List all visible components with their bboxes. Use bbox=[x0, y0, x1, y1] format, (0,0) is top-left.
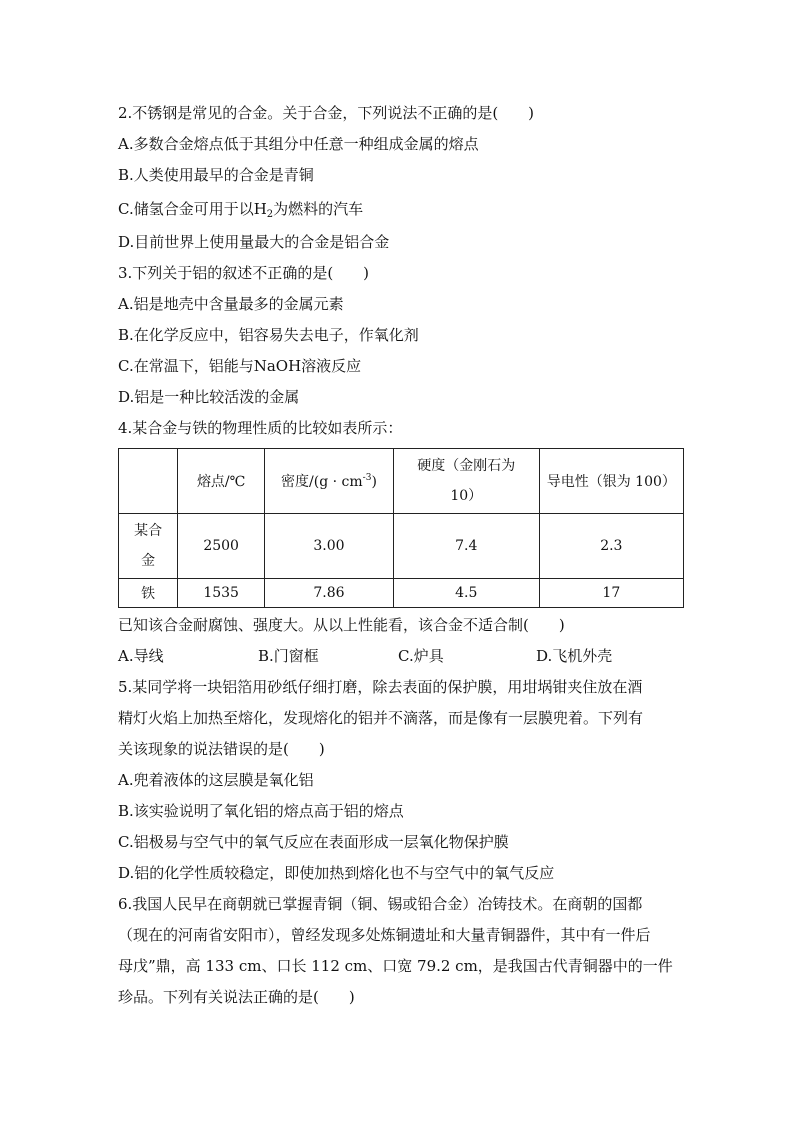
table-cell: 2500 bbox=[178, 514, 265, 579]
q2-option-a: A.多数合金熔点低于其组分中任意一种组成金属的熔点 bbox=[118, 135, 479, 153]
table-header-density bbox=[265, 449, 394, 514]
table-cell: 7.4 bbox=[393, 514, 539, 579]
table-header-row bbox=[119, 449, 684, 514]
q3-option-b: B.在化学反应中，铝容易失去电子，作氧化剂 bbox=[118, 326, 419, 344]
table-cell: 4.5 bbox=[393, 579, 539, 608]
table-row bbox=[119, 579, 684, 608]
q5-stem-line1: 5.某同学将一块铝箔用砂纸仔细打磨，除去表面的保护膜，用坩埚钳夹住放在酒 bbox=[118, 678, 643, 696]
q4-note: 已知该合金耐腐蚀、强度大。从以上性能看，该合金不适合制( ) bbox=[118, 616, 565, 634]
q2-option-d: D.目前世界上使用量最大的合金是铝合金 bbox=[118, 233, 390, 251]
q4-stem: 4.某合金与铁的物理性质的比较如表所示： bbox=[118, 419, 403, 437]
hardness-line1: 硬度（金刚石为 bbox=[417, 458, 516, 474]
hardness-line2: 10） bbox=[450, 488, 483, 504]
density-close: ) bbox=[371, 474, 377, 490]
comparison-table bbox=[118, 448, 684, 608]
density-exponent: -3 bbox=[362, 473, 372, 483]
table-cell: 17 bbox=[539, 579, 683, 608]
q2-option-c-sub: 2 bbox=[266, 209, 274, 220]
q6-line3: 母戊”鼎，高 133 cm、口长 112 cm、口宽 79.2 cm，是我国古代青铜器中的一件 bbox=[118, 957, 673, 975]
q3-stem: 3.下列关于铝的叙述不正确的是( ) bbox=[118, 264, 370, 282]
q5-option-b: B.该实验说明了氧化铝的熔点高于铝的熔点 bbox=[118, 802, 404, 820]
q3-option-a: A.铝是地壳中含量最多的金属元素 bbox=[118, 295, 344, 313]
alloy-name-line2: 金 bbox=[141, 553, 156, 569]
q4-options bbox=[118, 641, 684, 672]
table-header-melting: 熔点/℃ bbox=[178, 449, 265, 514]
q5-stem-line3: 关该现象的说法错误的是( ) bbox=[118, 740, 325, 758]
q4-option-d: D.飞机外壳 bbox=[536, 647, 613, 665]
table-cell-name: 铁 bbox=[119, 579, 178, 608]
q5-option-c: C.铝极易与空气中的氧气反应在表面形成一层氧化物保护膜 bbox=[118, 833, 509, 851]
table-header-hardness bbox=[393, 449, 539, 514]
q5-stem-line2: 精灯火焰上加热至熔化，发现熔化的铝并不滴落，而是像有一层膜兜着。下列有 bbox=[118, 709, 644, 727]
table-cell: 3.00 bbox=[265, 514, 394, 579]
q5-option-d: D.铝的化学性质较稳定，即使加热到熔化也不与空气中的氧气反应 bbox=[118, 864, 555, 882]
table-header-empty bbox=[119, 449, 178, 514]
table-header-conductivity: 导电性（银为 100） bbox=[539, 449, 683, 514]
q3-option-d: D.铝是一种比较活泼的金属 bbox=[118, 388, 300, 406]
q2-option-b: B.人类使用最早的合金是青铜 bbox=[118, 166, 314, 184]
density-label: 密度/(g · cm bbox=[281, 474, 363, 490]
q6-line2: （现在的河南省安阳市），曾经发现多处炼铜遗址和大量青铜器件，其中有一件后 bbox=[118, 926, 651, 944]
alloy-name-line1: 某合 bbox=[134, 523, 163, 539]
q2-option-c-post: 为燃料的汽车 bbox=[273, 200, 364, 218]
table-row bbox=[119, 514, 684, 579]
q5-option-a: A.兜着液体的这层膜是氧化铝 bbox=[118, 771, 314, 789]
q4-option-a: A.导线 bbox=[118, 647, 164, 665]
document-page bbox=[118, 98, 684, 1013]
q4-option-c: C.炉具 bbox=[398, 647, 444, 665]
table-cell: 1535 bbox=[178, 579, 265, 608]
table-cell: 7.86 bbox=[265, 579, 394, 608]
table-cell-name bbox=[119, 514, 178, 579]
q2-option-c bbox=[118, 191, 684, 227]
q3-option-c: C.在常温下，铝能与NaOH溶液反应 bbox=[118, 357, 362, 375]
q2-stem: 2.不锈钢是常见的合金。关于合金，下列说法不正确的是( ) bbox=[118, 104, 535, 122]
q6-line1: 6.我国人民早在商朝就已掌握青铜（铜、锡或铅合金）冶铸技术。在商朝的国都 bbox=[118, 895, 643, 913]
q6-line4: 珍品。下列有关说法正确的是( ) bbox=[118, 988, 355, 1006]
q2-option-c-pre: C.储氢合金可用于以H bbox=[118, 200, 267, 218]
table-cell: 2.3 bbox=[539, 514, 683, 579]
q4-option-b: B.门窗框 bbox=[258, 647, 319, 665]
